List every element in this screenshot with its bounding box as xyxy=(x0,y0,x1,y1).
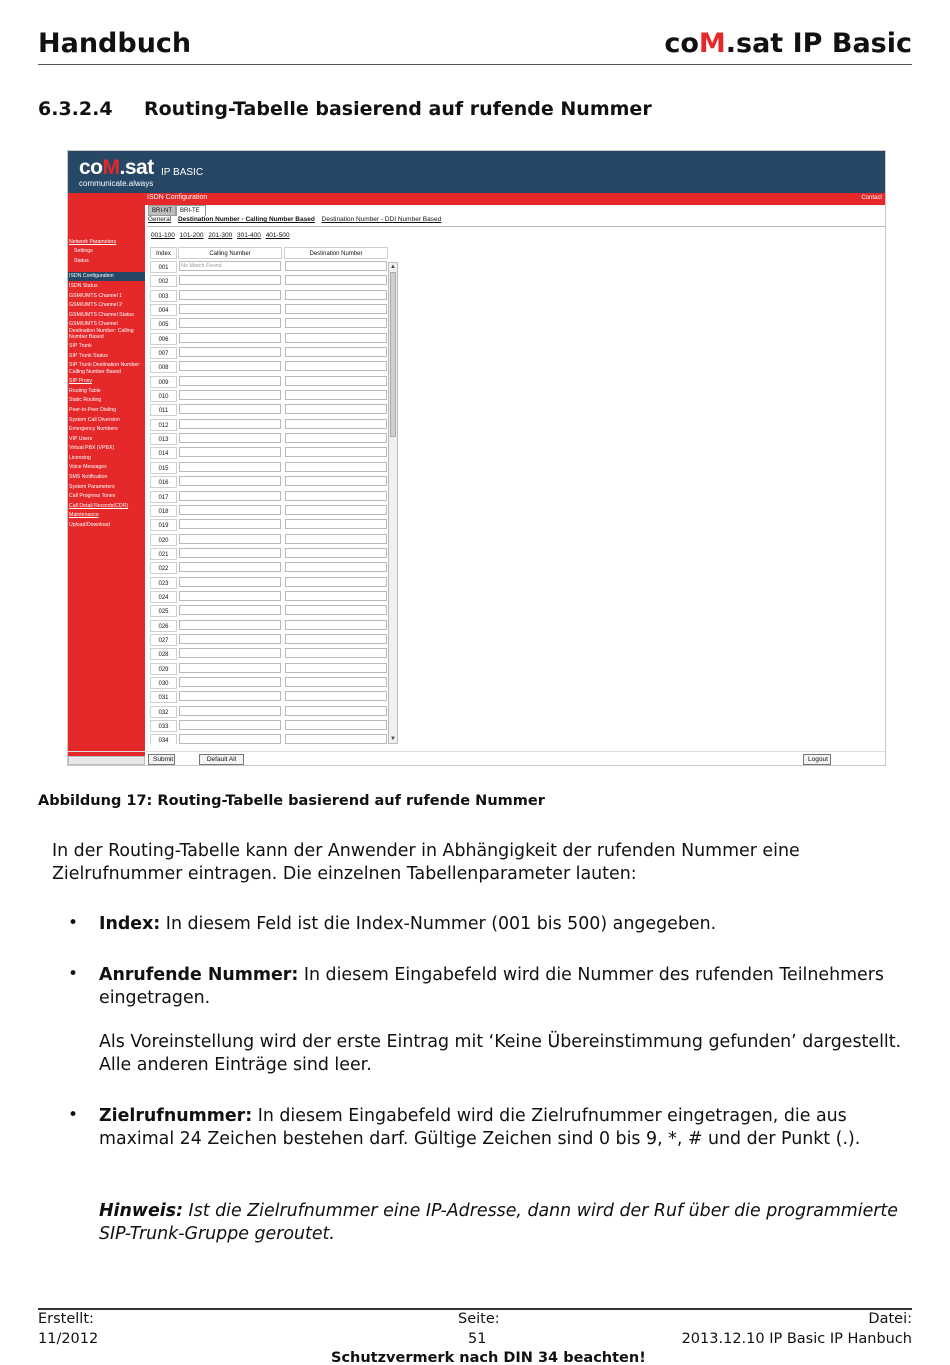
row-index: 022 xyxy=(150,562,177,574)
destination-number-input[interactable] xyxy=(285,720,387,730)
calling-number-input[interactable] xyxy=(179,318,281,328)
table-row xyxy=(148,690,388,704)
destination-number-input[interactable] xyxy=(285,376,387,386)
table-row xyxy=(148,360,388,374)
table-row xyxy=(148,504,388,518)
row-index: 032 xyxy=(150,706,177,718)
caller-text: In diesem Eingabefeld wird die Nummer des rufenden Teilnehmers eingetragen. xyxy=(99,965,884,1008)
table-scrollbar[interactable] xyxy=(388,262,398,744)
destination-number-input[interactable] xyxy=(285,706,387,716)
destination-number-input[interactable] xyxy=(285,419,387,429)
sidebar xyxy=(68,193,145,766)
section-label: ISDN Configuration xyxy=(147,194,208,201)
subtab-ddi-number-based[interactable]: Destination Number - DDI Number Based xyxy=(321,216,442,223)
sidebar-item[interactable]: Status xyxy=(74,257,89,264)
calling-number-input[interactable] xyxy=(179,634,281,644)
calling-number-input[interactable] xyxy=(179,620,281,630)
table-row xyxy=(148,604,388,618)
logo-m: M xyxy=(102,156,120,179)
table-row xyxy=(148,533,388,547)
sidebar-item[interactable]: Call Detail Records(CDR) xyxy=(69,502,129,509)
brand-m: M xyxy=(698,28,726,59)
row-index: 029 xyxy=(150,663,177,675)
destination-number-input[interactable] xyxy=(285,491,387,501)
table-row xyxy=(148,662,388,676)
sidebar-item[interactable]: SIP Trunk Destination Number: Calling Number Based xyxy=(69,362,141,375)
calling-number-input[interactable] xyxy=(179,577,281,587)
row-index: 013 xyxy=(150,433,177,445)
sidebar-item[interactable]: SIP Proxy xyxy=(69,378,92,385)
table-row xyxy=(148,619,388,633)
sidebar-item[interactable]: Maintenance xyxy=(69,512,99,519)
destination-number-input[interactable] xyxy=(285,677,387,687)
row-index: 001 xyxy=(150,261,177,273)
row-index: 020 xyxy=(150,534,177,546)
calling-number-input[interactable] xyxy=(179,677,281,687)
destination-label: Zielrufnummer: xyxy=(99,1106,253,1126)
row-index: 014 xyxy=(150,447,177,459)
sidebar-item[interactable]: System Call Diversion xyxy=(69,416,120,423)
calling-number-input[interactable] xyxy=(179,548,281,558)
table-row xyxy=(148,432,388,446)
logo-suffix: .sat xyxy=(119,156,154,179)
calling-number-input[interactable] xyxy=(179,347,281,357)
calling-number-input[interactable] xyxy=(179,491,281,501)
tab-bri-nt[interactable]: BRI-NT xyxy=(148,205,176,216)
row-index: 006 xyxy=(150,333,177,345)
bullet-icon: • xyxy=(68,1105,79,1125)
calling-number-input[interactable] xyxy=(179,476,281,486)
table-row xyxy=(148,446,388,460)
app-name: IP BASIC xyxy=(161,167,204,178)
sidebar-item[interactable]: Static Routing xyxy=(69,397,102,404)
sidebar-item[interactable]: Network Parameters xyxy=(69,238,117,245)
logo-prefix: co xyxy=(79,156,103,179)
hint-label: Hinweis: xyxy=(99,1201,184,1221)
app-logo xyxy=(79,156,154,180)
row-index: 028 xyxy=(150,648,177,660)
bullet-icon: • xyxy=(68,964,79,984)
row-index: 010 xyxy=(150,390,177,402)
column-header-destination-number: Destination Number xyxy=(284,247,388,259)
destination-number-input[interactable] xyxy=(285,634,387,644)
destination-number-input[interactable] xyxy=(285,734,387,744)
sidebar-item[interactable]: GSM/UMTS Channel 1 xyxy=(69,292,123,299)
calling-number-input[interactable] xyxy=(179,519,281,529)
sidebar-item[interactable]: SIP Trunk Status xyxy=(69,352,108,359)
figure-caption: Abbildung 17: Routing-Tabelle basierend auf rufende Nummer xyxy=(38,793,545,809)
logout-button[interactable]: Logout xyxy=(803,754,831,765)
header-divider xyxy=(38,64,912,65)
footer-file-name: 2013.12.10 IP Basic IP Hanbuch xyxy=(681,1331,912,1347)
document-title: Handbuch xyxy=(38,28,192,59)
row-index: 002 xyxy=(150,275,177,287)
row-index: 017 xyxy=(150,491,177,503)
calling-number-input[interactable] xyxy=(179,275,281,285)
table-row xyxy=(148,576,388,590)
contact-link[interactable]: Contact xyxy=(861,195,882,201)
table-row xyxy=(148,274,388,288)
row-index: 004 xyxy=(150,304,177,316)
index-label: Index: xyxy=(99,914,161,934)
table-row xyxy=(148,705,388,719)
routing-table xyxy=(148,247,388,744)
intro-paragraph: In der Routing-Tabelle kann der Anwender in Abhängigkeit der rufenden Nummer eine Zielrufnummer eintragen. Die einzelnen Tabellenparameter lauten: xyxy=(52,841,800,884)
index-text: In diesem Feld ist die Index-Nummer (001 bis 500) angegeben. xyxy=(160,914,717,934)
table-row xyxy=(148,547,388,561)
row-index: 018 xyxy=(150,505,177,517)
sidebar-item[interactable]: Call Progress Tones xyxy=(69,493,116,500)
row-index: 009 xyxy=(150,376,177,388)
destination-number-input[interactable] xyxy=(285,404,387,414)
row-index: 008 xyxy=(150,361,177,373)
destination-description xyxy=(99,1105,911,1151)
scroll-down-icon[interactable]: ▼ xyxy=(390,736,396,742)
footer-created-label: Erstellt: xyxy=(38,1311,94,1327)
table-row xyxy=(148,403,388,417)
default-all-button[interactable]: Default All xyxy=(199,754,244,765)
calling-number-input[interactable] xyxy=(179,505,281,515)
sidebar-item[interactable]: VIP Users xyxy=(69,435,93,442)
table-row xyxy=(148,719,388,733)
calling-number-input[interactable] xyxy=(179,404,281,414)
table-row xyxy=(148,346,388,360)
destination-number-input[interactable] xyxy=(285,333,387,343)
destination-number-input[interactable] xyxy=(285,562,387,572)
footer-divider xyxy=(38,1308,912,1310)
destination-number-input[interactable] xyxy=(285,648,387,658)
destination-number-input[interactable] xyxy=(285,261,387,271)
section-bar xyxy=(68,193,886,205)
row-index: 034 xyxy=(150,734,177,744)
destination-number-input[interactable] xyxy=(285,605,387,615)
sidebar-item[interactable]: System Parameters xyxy=(69,483,115,490)
table-row xyxy=(148,317,388,331)
destination-number-input[interactable] xyxy=(285,663,387,673)
column-header-index: Index xyxy=(150,247,177,259)
destination-number-input[interactable] xyxy=(285,476,387,486)
page-link-301-400[interactable]: 301-400 xyxy=(237,232,261,239)
row-index: 012 xyxy=(150,419,177,431)
submit-button[interactable]: Submit xyxy=(148,754,175,765)
table-row xyxy=(148,260,388,274)
calling-number-input[interactable] xyxy=(179,591,281,601)
caller-description xyxy=(99,964,911,1010)
page-link-201-300[interactable]: 201-300 xyxy=(208,232,233,239)
destination-text: In diesem Eingabefeld wird die Zielrufnummer eingetragen, die aus maximal 24 Zeichen bestehen darf. Gültige Zeichen sind 0 bis 9, *, # und der Punkt (.). xyxy=(99,1106,861,1149)
row-index: 027 xyxy=(150,634,177,646)
destination-number-input[interactable] xyxy=(285,519,387,529)
destination-number-input[interactable] xyxy=(285,290,387,300)
calling-number-input[interactable] xyxy=(179,706,281,716)
footer-created-value: 11/2012 xyxy=(38,1331,99,1347)
destination-number-input[interactable] xyxy=(285,691,387,701)
subtab-divider xyxy=(147,226,886,227)
destination-number-input[interactable] xyxy=(285,304,387,314)
brand-prefix: co xyxy=(664,28,699,59)
column-header-calling-number: Calling Number xyxy=(178,247,282,259)
destination-number-input[interactable] xyxy=(285,318,387,328)
calling-number-input[interactable] xyxy=(179,290,281,300)
calling-number-input[interactable] xyxy=(179,433,281,443)
table-row xyxy=(148,332,388,346)
row-index: 005 xyxy=(150,318,177,330)
table-row xyxy=(148,303,388,317)
row-index: 026 xyxy=(150,620,177,632)
calling-number-input[interactable] xyxy=(179,534,281,544)
calling-number-input[interactable] xyxy=(179,390,281,400)
destination-number-input[interactable] xyxy=(285,433,387,443)
brand-logo xyxy=(664,28,912,59)
caller-label: Anrufende Nummer: xyxy=(99,965,299,985)
sidebar-item[interactable]: ISDN Status xyxy=(69,283,98,289)
destination-number-input[interactable] xyxy=(285,620,387,630)
sidebar-nav xyxy=(68,237,145,530)
table-row xyxy=(148,647,388,661)
brand-suffix: .sat xyxy=(725,28,784,59)
calling-number-input[interactable] xyxy=(179,361,281,371)
sidebar-item[interactable]: Virtual PBX (VPBX) xyxy=(69,445,115,452)
app-banner xyxy=(68,151,886,193)
subtab-calling-number-based[interactable]: Destination Number - Calling Number Based xyxy=(177,216,315,223)
table-row xyxy=(148,633,388,647)
table-row xyxy=(148,289,388,303)
row-index: 031 xyxy=(150,691,177,703)
section-title: Routing-Tabelle basierend auf rufende Nummer xyxy=(144,98,652,120)
destination-number-input[interactable] xyxy=(285,275,387,285)
row-index: 019 xyxy=(150,519,177,531)
destination-number-input[interactable] xyxy=(285,347,387,357)
sidebar-item[interactable]: Peer-to-Peer Dialing xyxy=(69,406,116,413)
destination-number-input[interactable] xyxy=(285,591,387,601)
calling-number-input[interactable] xyxy=(179,376,281,386)
sidebar-item[interactable]: GSM/UMTS Channel 2 xyxy=(69,302,123,309)
table-row xyxy=(148,676,388,690)
sidebar-item[interactable]: SIP Trunk xyxy=(69,343,92,350)
calling-number-input[interactable] xyxy=(179,333,281,343)
table-body xyxy=(148,260,388,744)
row-index: 011 xyxy=(150,404,177,416)
row-index: 016 xyxy=(150,476,177,488)
calling-number-input[interactable] xyxy=(179,720,281,730)
row-index: 023 xyxy=(150,577,177,589)
calling-number-input[interactable] xyxy=(179,691,281,701)
calling-number-input[interactable]: No Match Found xyxy=(179,261,281,271)
sidebar-item[interactable]: GSM/UMTS Channel Destination Number: Calling Number Based xyxy=(69,321,134,340)
hint-text: Ist die Zielrufnummer eine IP-Adresse, dann wird der Ruf über die programmierte SIP-Trunk-Gruppe geroutet. xyxy=(99,1201,898,1244)
bullet-icon: • xyxy=(68,913,79,933)
calling-number-input[interactable] xyxy=(179,663,281,673)
sidebar-item[interactable]: Settings xyxy=(74,248,93,255)
destination-number-input[interactable] xyxy=(285,361,387,371)
destination-number-input[interactable] xyxy=(285,534,387,544)
sidebar-item[interactable]: Voice Messages xyxy=(69,464,107,471)
footer-file-label: Datei: xyxy=(868,1311,912,1327)
sidebar-item[interactable]: GSM/UMTS Channel Status xyxy=(69,311,134,318)
row-index: 024 xyxy=(150,591,177,603)
product-name: IP Basic xyxy=(792,28,912,59)
footer-page-label: Seite: xyxy=(458,1311,500,1327)
footer-protection-notice: Schutzvermerk nach DIN 34 beachten! xyxy=(331,1350,646,1365)
section-number: 6.3.2.4 xyxy=(38,98,113,120)
caller-default-note: Als Voreinstellung wird der erste Eintrag mit ‘Keine Übereinstimmung gefunden’ dargestellt. Alle anderen Einträge sind leer. xyxy=(99,1032,902,1075)
table-row xyxy=(148,461,388,475)
row-index: 007 xyxy=(150,347,177,359)
destination-number-input[interactable] xyxy=(285,577,387,587)
table-row xyxy=(148,389,388,403)
destination-number-input[interactable] xyxy=(285,447,387,457)
calling-number-input[interactable] xyxy=(179,419,281,429)
row-index: 025 xyxy=(150,605,177,617)
row-index: 021 xyxy=(150,548,177,560)
page-range-links xyxy=(151,232,293,239)
subtab-general[interactable]: General xyxy=(148,216,172,223)
section-heading xyxy=(38,98,652,120)
row-index: 033 xyxy=(150,720,177,732)
sidebar-item[interactable]: Routing Table xyxy=(69,387,101,394)
table-row xyxy=(148,590,388,604)
row-index: 015 xyxy=(150,462,177,474)
table-row xyxy=(148,418,388,432)
table-row xyxy=(148,518,388,532)
sidebar-item[interactable]: Upload/Download xyxy=(69,521,110,528)
calling-number-input[interactable] xyxy=(179,462,281,472)
destination-number-input[interactable] xyxy=(285,462,387,472)
scrollbar-thumb[interactable] xyxy=(390,272,396,437)
calling-number-input[interactable] xyxy=(179,447,281,457)
sidebar-item[interactable]: ISDN Configuration xyxy=(68,272,145,282)
calling-number-input[interactable] xyxy=(179,648,281,658)
logo-tagline: communicate.always xyxy=(79,179,154,188)
footer-page-number: 51 xyxy=(468,1331,487,1347)
table-row xyxy=(148,375,388,389)
destination-number-input[interactable] xyxy=(285,390,387,400)
page-link-101-200[interactable]: 101-200 xyxy=(179,232,204,239)
page-link-401-500[interactable]: 401-500 xyxy=(265,232,290,239)
scroll-up-icon[interactable]: ▲ xyxy=(390,264,396,270)
table-row xyxy=(148,490,388,504)
table-row xyxy=(148,561,388,575)
row-index: 030 xyxy=(150,677,177,689)
tab-bri-te[interactable]: BRI-TE xyxy=(176,205,206,216)
destination-number-input[interactable] xyxy=(285,548,387,558)
table-row xyxy=(148,475,388,489)
calling-number-input[interactable] xyxy=(179,562,281,572)
hint-note xyxy=(99,1200,911,1246)
sidebar-item[interactable]: Emergency Numbers xyxy=(69,426,118,433)
row-index: 003 xyxy=(150,290,177,302)
index-description xyxy=(99,913,911,936)
button-bar xyxy=(68,751,886,766)
calling-number-input[interactable] xyxy=(179,605,281,615)
page-link-001-100[interactable]: 001-100 xyxy=(151,232,175,239)
ui-screenshot xyxy=(67,150,886,766)
table-row xyxy=(148,733,388,744)
calling-number-input[interactable] xyxy=(179,734,281,744)
sidebar-item[interactable]: SMS Notification xyxy=(69,474,108,481)
calling-number-input[interactable] xyxy=(179,304,281,314)
sidebar-item[interactable]: Licensing xyxy=(69,454,91,461)
destination-number-input[interactable] xyxy=(285,505,387,515)
sidebar-scrollbar[interactable] xyxy=(68,756,145,765)
subtab-bar xyxy=(148,216,446,223)
